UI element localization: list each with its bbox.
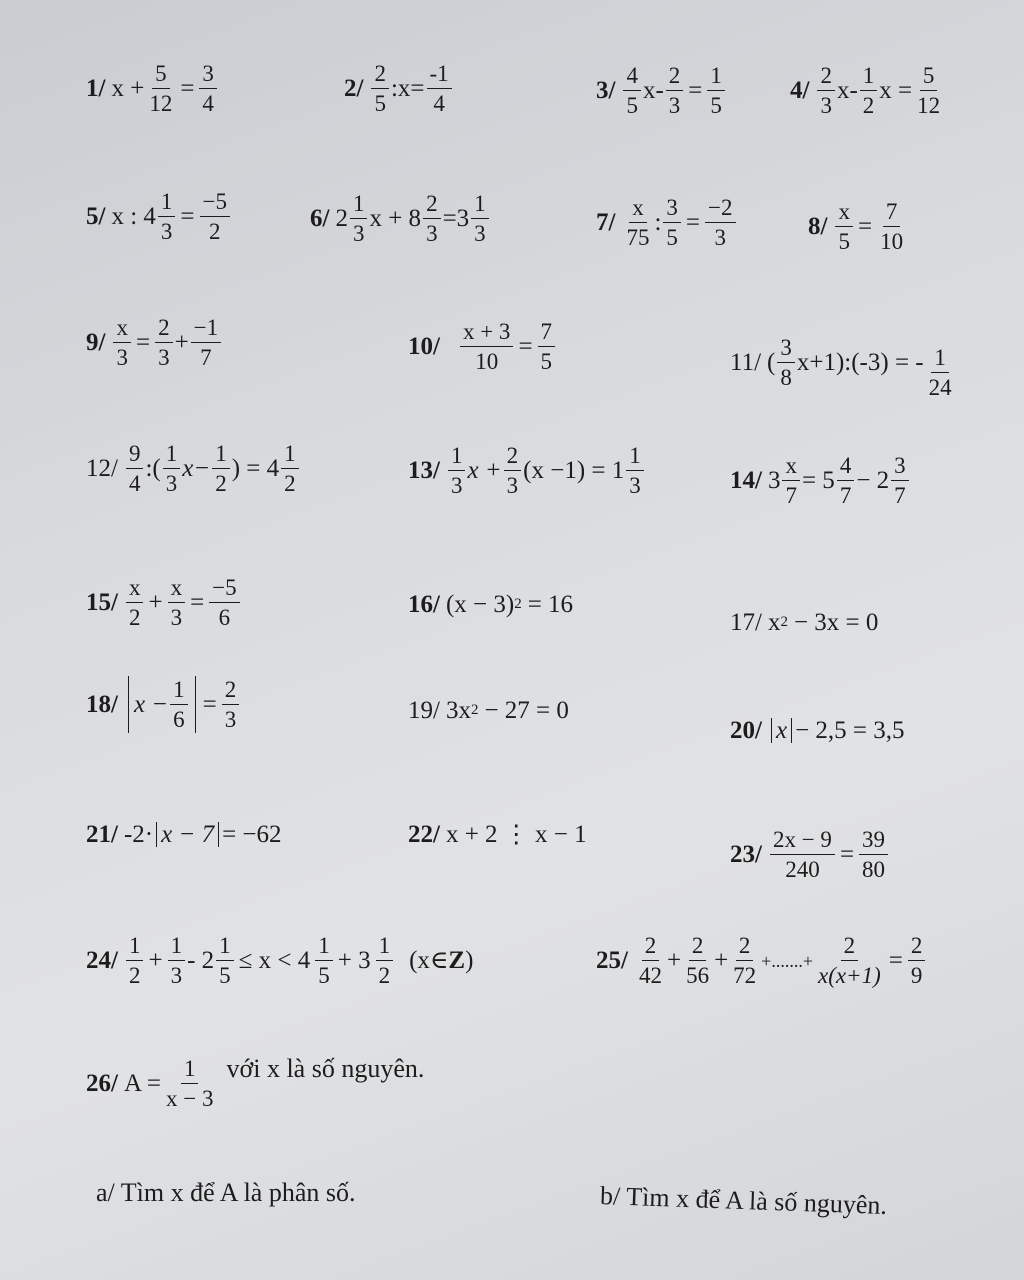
fraction — [163, 1057, 216, 1110]
equals: = — [839, 841, 855, 868]
problem-number: 17/ — [730, 609, 762, 636]
expr-text: ) — [465, 947, 474, 974]
fraction — [626, 444, 644, 497]
equals: = — [180, 75, 195, 102]
numerator: −5 — [200, 190, 230, 217]
expr-text: x- — [836, 77, 858, 104]
fraction — [155, 316, 173, 369]
problem-number: 7/ — [596, 209, 616, 236]
fraction — [623, 64, 641, 117]
numerator: x — [782, 454, 800, 481]
denominator: 3 — [450, 473, 463, 498]
fraction — [730, 934, 759, 987]
expr-text: :x= — [390, 75, 425, 102]
problem-12 — [86, 442, 301, 495]
problem-1 — [86, 62, 219, 115]
expr-text: - 2 — [187, 947, 215, 974]
fraction — [835, 200, 853, 253]
numerator: 2 — [817, 64, 835, 91]
denominator: 3 — [820, 93, 832, 118]
denominator: 4 — [202, 91, 214, 116]
numerator: x — [835, 200, 853, 227]
numerator: 7 — [538, 320, 556, 347]
numerator: 2 — [504, 444, 522, 471]
equals: = — [202, 691, 217, 718]
fraction — [158, 190, 176, 243]
expr-text: = −62 — [222, 821, 282, 848]
numerator: 1 — [216, 934, 234, 961]
absolute-value — [156, 822, 219, 847]
denominator: 42 — [638, 963, 662, 988]
problem-number: 11/ — [730, 349, 762, 376]
fraction — [191, 316, 221, 369]
numerator: 1 — [181, 1057, 199, 1084]
plus: + — [714, 947, 729, 974]
problem-5 — [86, 190, 232, 243]
denominator: 2 — [378, 963, 391, 988]
expr-text: A = — [123, 1069, 161, 1097]
fraction — [860, 64, 878, 117]
denominator: 80 — [862, 857, 886, 882]
problem-number: 25/ — [596, 947, 628, 974]
integer-set-symbol: Z — [448, 947, 466, 974]
denominator: 2 — [862, 93, 875, 118]
problem-number: 8/ — [808, 213, 828, 240]
problem-13 — [408, 444, 646, 497]
fraction — [200, 190, 230, 243]
expr-text: x + 2 ⋮ x − 1 — [445, 821, 587, 848]
numerator: x — [629, 196, 647, 223]
problem-number: 21/ — [86, 821, 118, 848]
denominator: 56 — [686, 963, 710, 988]
numerator: -1 — [427, 62, 452, 89]
fraction — [222, 678, 240, 731]
numerator: 2 — [222, 678, 240, 705]
expr-text: (x −1) = 1 — [523, 457, 625, 484]
denominator: 3 — [170, 605, 183, 630]
fraction — [209, 576, 239, 629]
numerator: 1 — [860, 64, 878, 91]
expr-text: x + 8 — [369, 205, 422, 232]
numerator: 2 — [642, 934, 660, 961]
part-b-text: b/ Tìm x để A là số nguyên. — [599, 1181, 888, 1220]
denominator: 240 — [785, 857, 820, 882]
fraction — [623, 196, 652, 249]
numerator: 4 — [837, 454, 855, 481]
denominator: 3 — [170, 963, 183, 988]
exponent: 2 — [780, 614, 788, 630]
numerator: 3 — [891, 454, 909, 481]
denominator: 3 — [352, 221, 365, 246]
absolute-value — [771, 718, 792, 743]
fraction — [126, 442, 144, 495]
equals: = — [180, 203, 195, 230]
fraction — [170, 678, 188, 731]
expr-text: x+1):(-3) = - — [796, 349, 924, 376]
numerator: 3 — [777, 336, 795, 363]
expr-text: ) = 4 — [231, 455, 280, 482]
problem-11 — [730, 326, 957, 399]
expr-text: + 3 — [337, 947, 371, 974]
denominator: 10 — [880, 229, 904, 254]
numerator: 2 — [841, 934, 859, 961]
denominator: 2 — [215, 471, 227, 496]
denominator: 12 — [917, 93, 941, 118]
problem-number: 22/ — [408, 821, 440, 848]
problem-22 — [408, 822, 587, 847]
equals: = — [190, 589, 205, 616]
problem-16 — [408, 592, 573, 617]
exponent: 2 — [514, 596, 522, 612]
denominator: 7 — [839, 483, 852, 508]
fraction — [707, 64, 725, 117]
expr-text: + — [174, 329, 189, 356]
expr-text: x — [767, 609, 781, 636]
numerator: 9 — [126, 442, 144, 469]
fraction — [914, 64, 943, 117]
problem-number: 26/ — [86, 1069, 118, 1097]
numerator: 2 — [736, 934, 754, 961]
denominator: 3 — [668, 93, 681, 118]
expr-text: (x − 3) — [445, 591, 515, 618]
problem-9 — [86, 316, 223, 369]
problem-7 — [596, 196, 738, 249]
expr-text: − 3x = 0 — [793, 609, 879, 636]
exponent: 2 — [470, 702, 479, 718]
problem-17 — [730, 610, 878, 635]
problem-8 — [808, 200, 908, 253]
fraction — [350, 192, 368, 245]
problem-20 — [730, 718, 905, 743]
numerator: 1 — [626, 444, 644, 471]
denominator: x(x+1) — [817, 963, 881, 988]
fraction — [423, 192, 441, 245]
denominator: 3 — [474, 221, 486, 246]
ellipsis: +.......+ — [761, 950, 813, 971]
numerator: 2 — [423, 192, 441, 219]
denominator: 3 — [224, 707, 237, 732]
numerator: 1 — [170, 678, 188, 705]
expr-text: x- — [642, 77, 664, 104]
expr-text: -2· — [123, 821, 154, 848]
expr-text: − 2 — [856, 467, 890, 494]
plus: + — [148, 589, 163, 616]
denominator: 3 — [426, 221, 438, 246]
problem-number: 5/ — [86, 203, 106, 230]
fraction — [427, 62, 452, 115]
numerator: 1 — [212, 442, 230, 469]
fraction — [891, 454, 909, 507]
numerator: 2 — [371, 62, 389, 89]
fraction — [859, 828, 888, 881]
denominator: 6 — [173, 707, 185, 732]
fraction — [168, 576, 186, 629]
fraction — [448, 444, 466, 497]
fraction — [471, 192, 489, 245]
denominator: 8 — [780, 365, 792, 390]
fraction — [815, 934, 884, 987]
expr-text: x + — [111, 75, 145, 102]
numerator: 1 — [281, 442, 299, 469]
expr-text: 3x — [445, 697, 471, 724]
denominator: 24 — [928, 375, 952, 400]
denominator: 3 — [165, 471, 178, 496]
problem-number: 14/ — [730, 467, 762, 494]
denominator: 5 — [710, 93, 722, 118]
problem-number: 6/ — [310, 205, 330, 232]
denominator: 7 — [785, 483, 797, 508]
plus: + — [666, 947, 682, 974]
denominator: 4 — [433, 91, 445, 116]
numerator: x — [113, 316, 131, 343]
expr-text: ( — [767, 349, 776, 376]
numerator: 1 — [163, 442, 181, 469]
fraction — [666, 64, 684, 117]
expr-text: x − 7 — [161, 821, 215, 848]
problem-number: 15/ — [86, 589, 118, 616]
numerator: 1 — [376, 934, 394, 961]
numerator: 1 — [707, 64, 725, 91]
absolute-value — [128, 676, 196, 733]
problem-number: 16/ — [408, 591, 440, 618]
problem-number: 24/ — [86, 947, 118, 974]
equals: = — [685, 209, 701, 236]
numerator: 7 — [883, 200, 901, 227]
fraction — [663, 196, 681, 249]
numerator: 1 — [471, 192, 489, 219]
numerator: 3 — [663, 196, 681, 223]
part-a — [96, 1180, 356, 1206]
expr-text: = 5 — [801, 467, 835, 494]
problem-number: 2/ — [344, 75, 364, 102]
denominator: 3 — [158, 345, 170, 370]
problem-10 — [408, 320, 557, 373]
equals: = — [888, 947, 903, 974]
denominator: 5 — [374, 91, 386, 116]
numerator: 39 — [859, 828, 888, 855]
problem-14 — [730, 454, 911, 507]
condition-text: với x là số nguyên. — [226, 1054, 425, 1083]
problem-15 — [86, 576, 242, 629]
denominator: 7 — [894, 483, 906, 508]
fraction — [683, 934, 712, 987]
numerator: 5 — [152, 62, 170, 89]
denominator: 2 — [284, 471, 296, 496]
numerator: 4 — [623, 64, 641, 91]
denominator: 10 — [475, 349, 499, 374]
problem-2 — [344, 62, 454, 115]
expr-text: − 27 = 0 — [484, 697, 569, 724]
problem-18 — [86, 676, 241, 733]
fraction — [782, 454, 800, 507]
numerator: 1 — [931, 346, 949, 373]
expr-text: = 16 — [527, 591, 574, 618]
problem-25 — [596, 934, 927, 987]
problem-23 — [730, 828, 890, 881]
fraction — [817, 64, 835, 117]
denominator: 5 — [626, 93, 638, 118]
fraction — [146, 62, 175, 115]
part-b — [600, 1183, 888, 1219]
numerator: 1 — [315, 934, 333, 961]
denominator: 2 — [209, 219, 221, 244]
denominator: 4 — [128, 471, 141, 496]
denominator: 3 — [116, 345, 128, 370]
expr-text: x − — [133, 691, 169, 718]
numerator: −1 — [191, 316, 221, 343]
equals: = — [518, 333, 533, 360]
problem-number: 3/ — [596, 77, 616, 104]
problem-number: 23/ — [730, 841, 762, 868]
fraction — [504, 444, 522, 497]
denominator: 6 — [218, 605, 231, 630]
denominator: 12 — [149, 91, 173, 116]
equals: = — [688, 77, 703, 104]
denominator: 3 — [506, 473, 519, 498]
expr-text: − 2,5 = 3,5 — [795, 717, 905, 744]
denominator: 5 — [666, 225, 678, 250]
numerator: 1 — [448, 444, 466, 471]
problem-26 — [86, 1056, 424, 1110]
denominator: 75 — [626, 225, 650, 250]
problem-21 — [86, 822, 282, 847]
expr-text: :( — [145, 455, 161, 482]
denominator: 5 — [318, 963, 330, 988]
numerator: 5 — [920, 64, 938, 91]
problem-number: 13/ — [408, 457, 440, 484]
numerator: 2 — [666, 64, 684, 91]
numerator: x — [168, 576, 186, 603]
part-a-text: a/ Tìm x để A là phân số. — [96, 1178, 356, 1207]
problem-number: 19/ — [408, 697, 440, 724]
fraction — [837, 454, 855, 507]
denominator: 2 — [128, 963, 141, 988]
whole-number: 2 — [335, 205, 348, 232]
denominator: 3 — [714, 225, 726, 250]
expr-text: ≤ x < 4 — [238, 947, 311, 974]
fraction — [315, 934, 333, 987]
expr-text: : — [654, 209, 662, 236]
numerator: 2x − 9 — [770, 828, 835, 855]
fraction — [371, 62, 389, 115]
problem-3 — [596, 64, 727, 117]
fraction — [538, 320, 556, 373]
problem-number: 20/ — [730, 717, 762, 744]
denominator: 7 — [200, 345, 212, 370]
fraction — [126, 934, 144, 987]
expr-text: x + — [467, 457, 502, 484]
fraction — [777, 336, 795, 389]
numerator: 1 — [126, 934, 144, 961]
fraction — [770, 828, 835, 881]
fraction — [376, 934, 394, 987]
numerator: x + 3 — [460, 320, 513, 347]
denominator: 2 — [128, 605, 141, 630]
problem-number: 12/ — [86, 455, 118, 482]
denominator: 9 — [910, 963, 923, 988]
fraction — [126, 576, 144, 629]
denominator: 5 — [540, 349, 553, 374]
denominator: x − 3 — [165, 1085, 214, 1111]
numerator: 3 — [199, 62, 217, 89]
expr-text: x− — [182, 455, 211, 482]
numerator: 2 — [908, 934, 926, 961]
problem-6 — [310, 192, 491, 245]
fraction — [113, 316, 131, 369]
expr-text: (x∈ — [409, 947, 449, 974]
denominator: 5 — [219, 963, 231, 988]
denominator: 5 — [838, 229, 850, 254]
fraction — [460, 320, 513, 373]
problem-24 — [86, 934, 473, 987]
whole-number: 3 — [767, 467, 781, 494]
numerator: x — [126, 576, 144, 603]
numerator: 1 — [158, 190, 176, 217]
numerator: 2 — [155, 316, 173, 343]
fraction — [168, 934, 186, 987]
problem-number: 18/ — [86, 691, 118, 718]
fraction — [216, 934, 234, 987]
denominator: 3 — [160, 219, 173, 244]
fraction — [163, 442, 181, 495]
numerator: −2 — [705, 196, 735, 223]
fraction — [199, 62, 217, 115]
problem-number: 9/ — [86, 329, 106, 356]
plus: + — [148, 947, 163, 974]
denominator: 72 — [733, 963, 757, 988]
fraction — [705, 196, 735, 249]
problem-number: 10/ — [408, 333, 440, 360]
problem-19 — [408, 698, 569, 723]
denominator: 3 — [629, 473, 641, 498]
numerator: −5 — [209, 576, 239, 603]
problem-number: 4/ — [790, 77, 810, 104]
fraction — [212, 442, 230, 495]
expr-text: x : 4 — [111, 203, 156, 230]
fraction — [926, 346, 955, 399]
expr-text: x = — [879, 77, 913, 104]
fraction — [877, 200, 906, 253]
fraction — [636, 934, 665, 987]
fraction — [281, 442, 299, 495]
problem-4 — [790, 64, 945, 117]
numerator: 1 — [168, 934, 186, 961]
equals: = — [135, 329, 151, 356]
expr-text: =3 — [442, 205, 470, 232]
numerator: 1 — [350, 192, 368, 219]
problem-number: 1/ — [86, 75, 106, 102]
numerator: 2 — [689, 934, 707, 961]
equals: = — [857, 213, 873, 240]
fraction — [908, 934, 926, 987]
expr-text: x — [775, 717, 788, 744]
